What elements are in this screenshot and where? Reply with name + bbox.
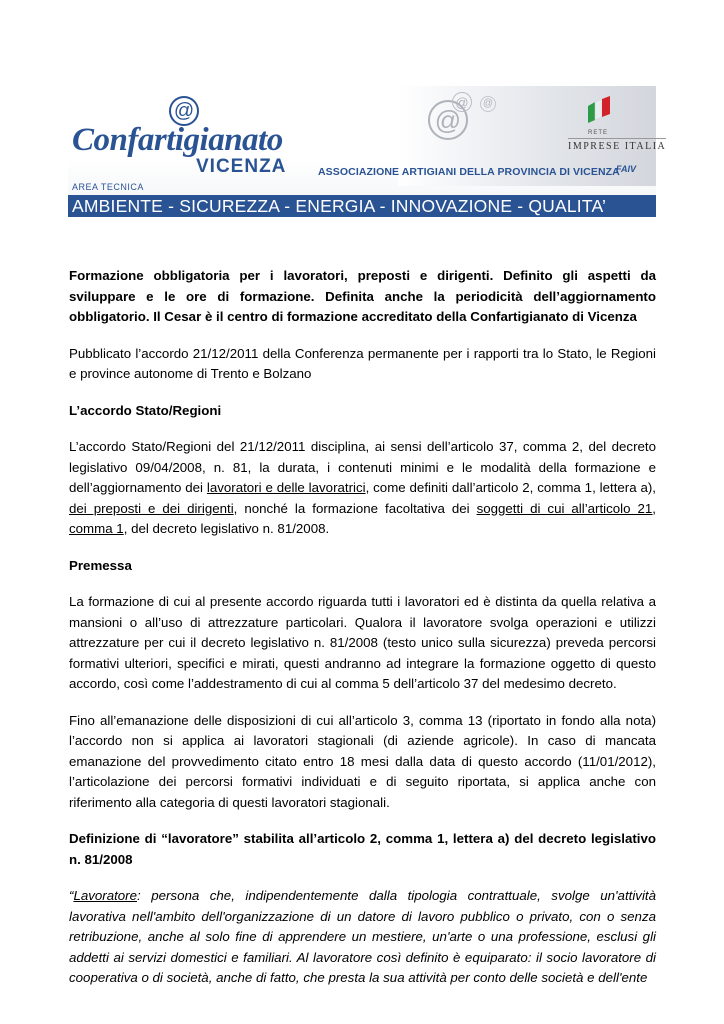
at-logo-icon: @	[169, 96, 199, 126]
decorative-at-icon: @	[452, 92, 472, 112]
published-paragraph: Pubblicato l’accordo 21/12/2011 della Conferenza permanente per i rapporti tra lo Stato, le Regioni e province autonome di Trento e Bolzano	[69, 345, 656, 381]
link-preposti-dirigenti[interactable]: dei preposti e dei dirigenti	[69, 500, 234, 516]
topics-band: AMBIENTE - SICUREZZA - ENERGIA - INNOVAZIONE - QUALITA’	[68, 195, 656, 217]
link-soggetti-art21[interactable]: soggetti di cui all’articolo 21, comma 1	[69, 500, 656, 536]
rete-label: RETE	[588, 130, 609, 136]
lavoratore-term: Lavoratore	[73, 888, 138, 903]
document-body	[69, 266, 656, 1005]
header-banner	[68, 86, 667, 217]
premessa-paragraph-2: Fino all’emanazione delle disposizioni di cui all’articolo 3, comma 13 (riportato in fondo alla nota) l’accordo non si applica ai lavoratori stagionali (di aziende agricole). In caso di mancata emanazione del provvedimento citato entro 18 mesi dalla data di questo accordo (11/01/2012), l’articolazione dei percorsi formativi individuati e di seguito riportata, si applica anche con riferimento alla categoria di questi lavoratori stagionali.	[69, 712, 656, 810]
association-name: ASSOCIAZIONE ARTIGIANI DELLA PROVINCIA DI VICENZA	[318, 166, 620, 178]
faiv-logo: FAIV	[616, 164, 637, 174]
lavoratore-definition-quote: “Lavoratore: persona che, indipendentemente dalla tipologia contrattuale, svolge un'attività lavorativa nell'ambito dell'organizzazione di un datore di lavoro pubblico o privato, con o senza retribuzione, anche al solo fine di apprendere un mestiere, un'arte o una professione, esclusi gli addetti ai servizi domestici e familiari. Al lavoratore così definito è equiparato: il socio lavoratore di cooperativa o di società, anche di fatto, che presta la sua attività per conto delle società e dell'ente	[69, 888, 656, 985]
brand-name: Confartigianato	[72, 122, 283, 158]
premessa-paragraph-1: La formazione di cui al presente accordo riguarda tutti i lavoratori ed è distinta da quella relativa a mansioni o all’uso di attrezzature particolari. Qualora il lavoratore svolga operazioni e utilizzi attrezzature per cui il decreto legislativo n. 81/2008 (testo unico sulla sicurezza) preveda percorsi formativi ulteriori, specifici e mirati, questi andranno ad integrare la formazione oggetto di questo accordo, così come l’addestramento di cui al comma 5 dell’articolo 37 del medesimo decreto.	[69, 594, 656, 691]
accordo-heading: L’accordo Stato/Regioni	[69, 402, 222, 418]
area-tecnica-label: AREA TECNICA	[72, 182, 144, 192]
rete-imprese-italia-label: IMPRESE ITALIA	[568, 138, 666, 152]
accordo-paragraph: L’accordo Stato/Regioni del 21/12/2011 disciplina, ai sensi dell’articolo 37, comma 2, del decreto legislativo 09/04/2008, n. 81, la durata, i contenuti minimi e le modalità della formazione e dell’aggiornamento dei lavoratori e delle lavoratrici, come definiti dall’articolo 2, comma 1, lettera a), dei preposti e dei dirigenti, nonché la formazione facoltativa dei soggetti di cui all’articolo 21, comma 1, del decreto legislativo n. 81/2008.	[69, 439, 657, 536]
rete-imprese-flag-icon	[586, 96, 612, 124]
decorative-at-icon: @	[480, 96, 496, 112]
decorative-at-icon: @	[428, 100, 468, 140]
intro-heading: Formazione obbligatoria per i lavoratori, preposti e dirigenti. Definito gli aspetti da sviluppare e le ore di formazione. Definita anche la periodicità dell’aggiornamento obbligatorio. Il Cesar è il centro di formazione accreditato della Confartigianato di Vicenza	[69, 268, 656, 324]
brand-city: VICENZA	[196, 156, 287, 177]
link-lavoratori[interactable]: lavoratori e delle lavoratrici	[206, 480, 366, 495]
premessa-heading: Premessa	[69, 557, 132, 573]
definizione-heading: Definizione di “lavoratore” stabilita all’articolo 2, comma 1, lettera a) del decreto legislativo n. 81/2008	[69, 831, 656, 867]
